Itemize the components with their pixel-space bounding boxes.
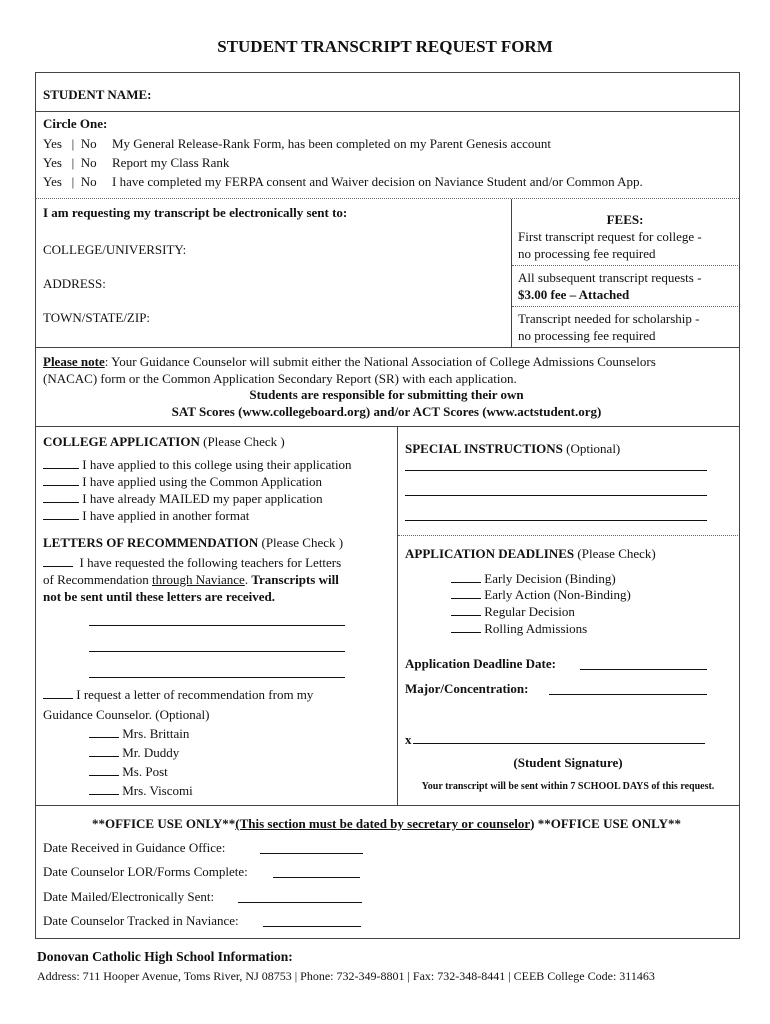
divider bbox=[35, 805, 739, 806]
office-pre: **OFFICE USE ONLY** bbox=[91, 816, 236, 831]
major-label: Major/Concentration: bbox=[405, 681, 529, 696]
divider bbox=[397, 427, 398, 805]
college-app-item-text: I have applied using the Common Application bbox=[82, 474, 322, 489]
fee-subsequent-line2: $3.00 fee – Attached bbox=[518, 287, 630, 302]
special-suffix: (Optional) bbox=[562, 441, 621, 456]
divider bbox=[512, 306, 738, 307]
yes-no-option-1[interactable]: Yes | No bbox=[43, 136, 97, 151]
student-name-label: STUDENT NAME: bbox=[43, 87, 152, 102]
deadlines-heading bbox=[405, 545, 656, 562]
deadline-text: Early Action (Non-Binding) bbox=[484, 587, 631, 602]
note-line3: Students are responsible for submitting their own bbox=[249, 387, 524, 402]
guidance-line2: Guidance Counselor. (Optional) bbox=[43, 707, 210, 722]
please-note bbox=[43, 353, 656, 370]
check-blank[interactable] bbox=[89, 744, 119, 757]
school-address: Address: 711 Hooper Avenue, Toms River, NJ 08753 | Phone: 732-349-8801 | Fax: 732-348-8441 | CEEB College Code: 311463 bbox=[37, 969, 655, 983]
guidance-line1[interactable] bbox=[43, 686, 313, 703]
lor-line2 bbox=[43, 571, 339, 588]
divider bbox=[35, 198, 739, 199]
school-heading: Donovan Catholic High School Information: bbox=[37, 949, 293, 964]
check-blank[interactable] bbox=[43, 473, 79, 486]
lor-line2-bold: Transcripts will bbox=[251, 572, 339, 587]
note-line2: (NACAC) form or the Common Application Secondary Report (SR) with each application. bbox=[43, 371, 517, 386]
yes-no-option-2[interactable]: Yes | No bbox=[43, 155, 97, 170]
fee-first-line2: no processing fee required bbox=[518, 246, 656, 261]
check-blank[interactable] bbox=[43, 456, 79, 469]
lor-line3: not be sent until these letters are received. bbox=[43, 589, 276, 604]
office-field-naviance: Date Counselor Tracked in Naviance: bbox=[43, 913, 239, 928]
divider bbox=[512, 265, 738, 266]
town-state-zip-field[interactable]: TOWN/STATE/ZIP: bbox=[43, 310, 151, 325]
please-note-label: Please note bbox=[43, 354, 105, 369]
deadline-text: Rolling Admissions bbox=[484, 621, 588, 636]
divider bbox=[35, 347, 739, 348]
circle-row-2-text: Report my Class Rank bbox=[112, 155, 230, 170]
received-date-field[interactable] bbox=[260, 853, 363, 854]
college-app-item[interactable] bbox=[43, 490, 323, 507]
college-app-suffix: (Please Check ) bbox=[199, 434, 285, 449]
signature-x: x bbox=[405, 732, 412, 747]
divider bbox=[35, 111, 739, 112]
lor-line2-pre: of Recommendation bbox=[43, 572, 153, 587]
counselor-name: Mrs. Viscomi bbox=[122, 783, 193, 798]
check-blank[interactable] bbox=[43, 507, 79, 520]
office-field-lor: Date Counselor LOR/Forms Complete: bbox=[43, 864, 248, 879]
check-blank[interactable] bbox=[43, 554, 73, 567]
signature-label: (Student Signature) bbox=[513, 755, 623, 770]
deadlines-title: APPLICATION DEADLINES bbox=[405, 546, 575, 561]
naviance-date-field[interactable] bbox=[263, 926, 361, 927]
deadline-date-field[interactable] bbox=[580, 669, 707, 670]
divider bbox=[35, 426, 739, 427]
deadline-option[interactable] bbox=[451, 620, 587, 637]
yes-no-option-3[interactable]: Yes | No bbox=[43, 174, 97, 189]
teacher-line[interactable] bbox=[89, 677, 345, 678]
circle-row-1-text: My General Release-Rank Form, has been completed on my Parent Genesis account bbox=[112, 136, 551, 151]
fee-scholarship-line1: Transcript needed for scholarship - bbox=[518, 311, 700, 326]
check-blank[interactable] bbox=[451, 620, 481, 633]
check-blank[interactable] bbox=[43, 686, 73, 699]
college-app-item-text: I have already MAILED my paper application bbox=[82, 491, 323, 506]
special-line[interactable] bbox=[405, 495, 707, 496]
deadline-option[interactable] bbox=[451, 603, 575, 620]
circle-row-3-text: I have completed my FERPA consent and Waiver decision on Naviance Student and/or Common App. bbox=[112, 174, 643, 189]
special-heading bbox=[405, 440, 620, 457]
lor-heading bbox=[43, 534, 343, 551]
fee-subsequent-line1: All subsequent transcript requests - bbox=[518, 270, 702, 285]
special-line[interactable] bbox=[405, 470, 707, 471]
lor-date-field[interactable] bbox=[273, 877, 360, 878]
college-university-field[interactable]: COLLEGE/UNIVERSITY: bbox=[43, 242, 187, 257]
college-app-heading bbox=[43, 433, 285, 450]
deadline-text: Regular Decision bbox=[484, 604, 575, 619]
teacher-line[interactable] bbox=[89, 625, 345, 626]
college-app-title: COLLEGE APPLICATION bbox=[43, 434, 200, 449]
counselor-name: Mrs. Brittain bbox=[122, 726, 190, 741]
check-blank[interactable] bbox=[89, 763, 119, 776]
college-app-item-text: I have applied in another format bbox=[82, 508, 250, 523]
office-use-heading bbox=[35, 815, 738, 832]
lor-title: LETTERS OF RECOMMENDATION bbox=[43, 535, 259, 550]
check-blank[interactable] bbox=[89, 725, 119, 738]
fee-first-line1: First transcript request for college - bbox=[518, 229, 702, 244]
office-post: **OFFICE USE ONLY** bbox=[534, 816, 682, 831]
office-field-mailed: Date Mailed/Electronically Sent: bbox=[43, 889, 215, 904]
lor-line1-text: I have requested the following teachers for Letters bbox=[79, 555, 342, 570]
page-title: STUDENT TRANSCRIPT REQUEST FORM bbox=[217, 37, 553, 56]
deadlines-suffix: (Please Check) bbox=[574, 546, 656, 561]
counselor-option[interactable] bbox=[89, 744, 179, 761]
fees-heading: FEES: bbox=[606, 212, 644, 227]
check-blank[interactable] bbox=[451, 603, 481, 616]
deadline-date-label: Application Deadline Date: bbox=[405, 656, 556, 671]
check-blank[interactable] bbox=[451, 570, 481, 583]
fee-scholarship-line2: no processing fee required bbox=[518, 328, 656, 343]
counselor-option[interactable] bbox=[89, 725, 189, 742]
office-close: ) bbox=[530, 816, 535, 831]
deadline-option[interactable] bbox=[451, 570, 616, 587]
lor-line2-post: . bbox=[244, 572, 252, 587]
special-title: SPECIAL INSTRUCTIONS bbox=[405, 441, 563, 456]
naviance-link: through Naviance bbox=[152, 572, 245, 587]
signature-field[interactable] bbox=[413, 743, 705, 744]
guidance-line1-text: I request a letter of recommendation from my bbox=[76, 687, 314, 702]
special-line[interactable] bbox=[405, 520, 707, 521]
processing-note: Your transcript will be sent within 7 SCHOOL DAYS of this request. bbox=[421, 781, 715, 792]
lor-line1[interactable] bbox=[43, 554, 341, 571]
counselor-name: Mr. Duddy bbox=[122, 745, 180, 760]
office-mid: (This section must be dated by secretary or counselor bbox=[235, 816, 531, 831]
request-heading: I am requesting my transcript be electronically sent to: bbox=[43, 205, 348, 220]
college-app-item[interactable] bbox=[43, 507, 249, 524]
note-line1: : Your Guidance Counselor will submit either the National Association of College Admissions Counselors bbox=[104, 354, 656, 369]
check-blank[interactable] bbox=[43, 490, 79, 503]
counselor-name: Ms. Post bbox=[122, 764, 168, 779]
college-app-item[interactable] bbox=[43, 456, 352, 473]
college-app-item[interactable] bbox=[43, 473, 322, 490]
check-blank[interactable] bbox=[451, 586, 481, 599]
counselor-option[interactable] bbox=[89, 782, 193, 799]
office-field-received: Date Received in Guidance Office: bbox=[43, 840, 226, 855]
address-field[interactable]: ADDRESS: bbox=[43, 276, 106, 291]
check-blank[interactable] bbox=[89, 782, 119, 795]
circle-one-heading: Circle One: bbox=[43, 116, 108, 131]
deadline-text: Early Decision (Binding) bbox=[484, 571, 616, 586]
lor-suffix: (Please Check ) bbox=[258, 535, 344, 550]
deadline-option[interactable] bbox=[451, 586, 631, 603]
mailed-date-field[interactable] bbox=[238, 902, 362, 903]
college-app-item-text: I have applied to this college using their application bbox=[82, 457, 352, 472]
counselor-option[interactable] bbox=[89, 763, 168, 780]
teacher-line[interactable] bbox=[89, 651, 345, 652]
major-field[interactable] bbox=[549, 694, 707, 695]
note-line4: SAT Scores (www.collegeboard.org) and/or ACT Scores (www.actstudent.org) bbox=[171, 404, 602, 419]
divider bbox=[398, 535, 738, 536]
